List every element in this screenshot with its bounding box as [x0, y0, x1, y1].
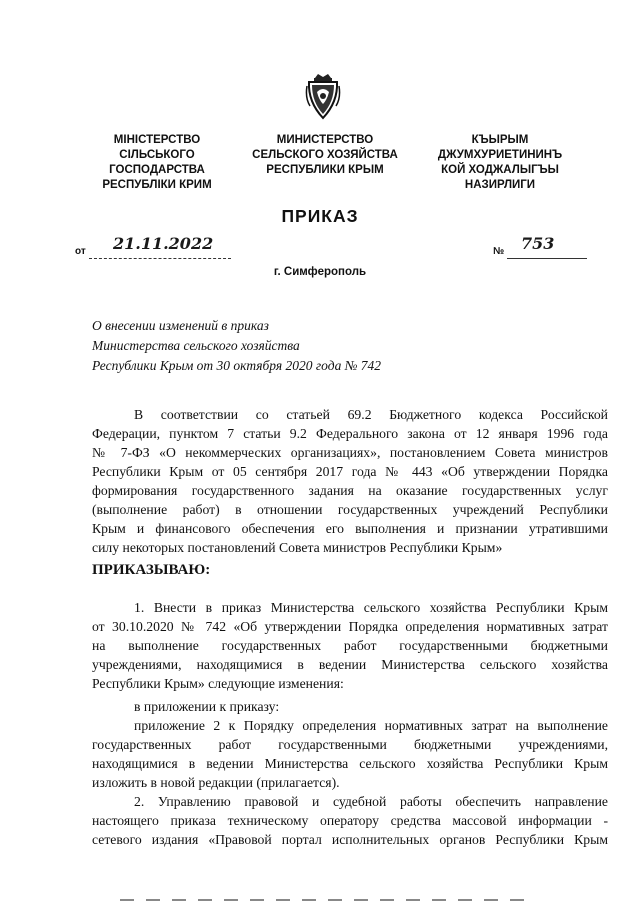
header-line: СЕЛЬСКОГО ХОЗЯЙСТВА [252, 149, 398, 161]
header-line: РЕСПУБЛІКИ КРИМ [102, 179, 212, 191]
annex-paragraph [92, 716, 608, 792]
preamble-line: Федерации, пунктом 7 статьи 9.2 Федерального закона от 12 января 1996 года [92, 426, 608, 441]
item-2-line: настоящего приказа техническому оператору средства массовой информации - [92, 813, 608, 828]
city: г. Симферополь [273, 266, 367, 278]
preamble-line: формирования государственного задания на оказание государственных услуг [92, 483, 608, 498]
item-2-paragraph [92, 792, 608, 849]
number-value: 753 [521, 234, 555, 253]
header-crimean-tatar [425, 133, 575, 193]
document-title: ПРИКАЗ [281, 206, 359, 226]
number-underline [507, 258, 587, 259]
annex-line: приложение 2 к Порядку определения нормативных затрат на выполнение [134, 718, 608, 733]
header-line: ГОСПОДАРСТВА [109, 164, 205, 176]
preamble-line: силу некоторых постановлений Совета министров Республики Крым» [92, 540, 503, 555]
date-value: 21.11.2022 [113, 234, 214, 253]
item-1-line: от 30.10.2020 № 742 «Об утверждении Порядка определения нормативных затрат [92, 619, 608, 634]
header-russian [250, 133, 400, 178]
preamble-line: Республики Крым от 05 сентября 2017 года № 443 «Об утверждении Порядка [92, 464, 608, 479]
item-1-line: Республики Крым» следующие изменения: [92, 676, 344, 691]
annex-intro [92, 697, 608, 716]
preamble-paragraph [92, 405, 608, 557]
item-2-line: сетевого издания «Правовой портал исполнительных органов Республики Крым [92, 832, 608, 847]
item-1-line: учреждениями, находящимися в ведении Министерства сельского хозяйства [92, 657, 608, 672]
preamble-line: № 7-ФЗ «О некоммерческих организациях», постановлением Совета министров [92, 445, 608, 460]
subject-line: О внесении изменений в приказ [92, 318, 269, 333]
annex-line: изложить в новой редакции (прилагается). [92, 775, 340, 790]
header-line: КОЙ ХОДЖАЛЫГЪЫ [441, 164, 559, 176]
subject-block [92, 316, 472, 376]
item-1-paragraph [92, 598, 608, 693]
item-1-line: 1. Внести в приказ Министерства сельского хозяйства Республики Крым [134, 600, 608, 615]
annex-line: находящимися в ведении Министерства сельского хозяйства Республики Крым [92, 756, 608, 771]
header-line: МІНІСТЕРСТВО [113, 134, 201, 146]
annex-line: государственных работ государственными бюджетными учреждениями, [92, 737, 608, 752]
header-line: МИНИСТЕРСТВО [276, 134, 374, 146]
scan-edge-marks [120, 897, 540, 903]
header-line: НАЗИРЛИГИ [464, 179, 536, 191]
date-underline [89, 258, 231, 259]
item-2-line: 2. Управлению правовой и судебной работы обеспечить направление [134, 794, 608, 809]
item-1-line: на выполнение государственных работ государственными бюджетными [92, 638, 608, 653]
coat-of-arms-emblem [305, 72, 341, 122]
header-line: ДЖУМХУРИЕТИНИНЪ [437, 149, 563, 161]
preamble-line: (выполнение работ) в отношении государственных учреждений Республики [92, 502, 608, 517]
header-line: СІЛЬСЬКОГО [119, 149, 195, 161]
preamble-line: Крым и финансового обеспечения его выполнения и признании утратившими [92, 521, 608, 536]
order-heading: ПРИКАЗЫВАЮ: [92, 562, 211, 578]
header-line: РЕСПУБЛИКИ КРЫМ [266, 164, 384, 176]
date-label: от [75, 246, 86, 257]
subject-line: Республики Крым от 30 октября 2020 года № 742 [92, 358, 382, 373]
preamble-line: В соответствии со статьей 69.2 Бюджетного кодекса Российской [134, 407, 608, 422]
header-ukrainian [82, 133, 232, 193]
annex-intro-line: в приложении к приказу: [134, 699, 280, 714]
header-line: КЪЫРЫМ [471, 134, 529, 146]
number-label: № [493, 246, 505, 257]
date-number-row [75, 234, 595, 260]
subject-line: Министерства сельского хозяйства [92, 338, 300, 353]
